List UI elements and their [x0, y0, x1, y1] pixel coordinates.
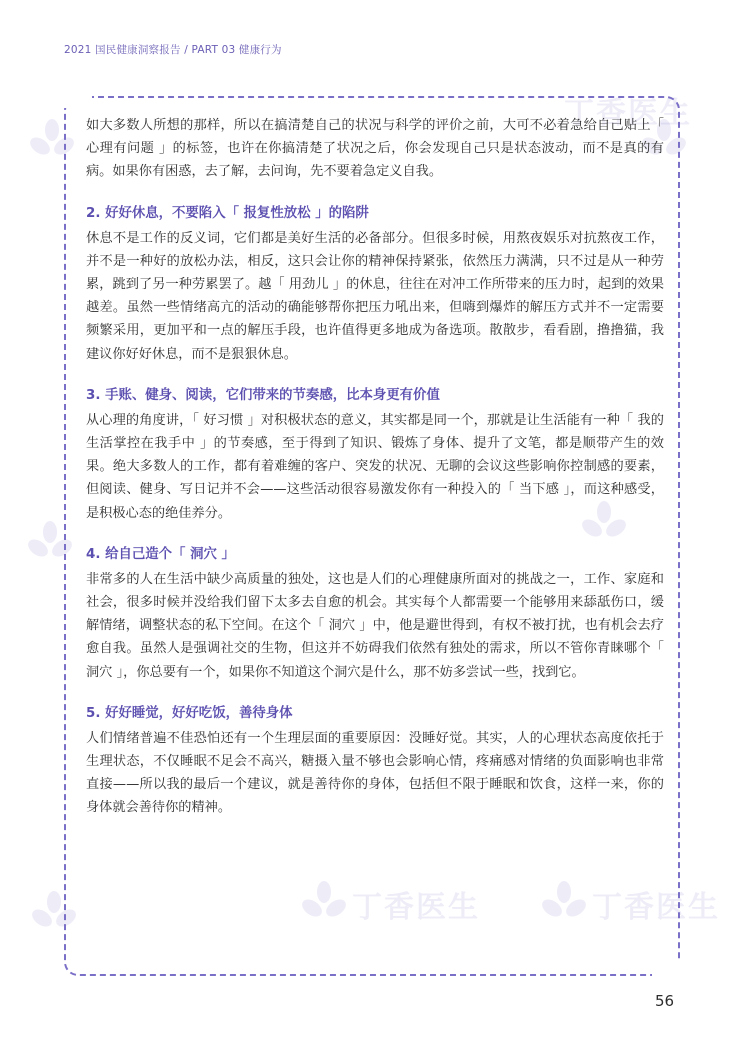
watermark-text: 丁香医生 [592, 890, 720, 925]
watermark-text: 丁香医生 [352, 890, 480, 925]
section-paragraph: 人们情绪普遍不佳恐怕还有一个生理层面的重要原因：没睡好觉。其实，人的心理状态高度依托于生理状态，不仅睡眠不足会不高兴，糖摄入量不够也会影响心情，疼痛感对情绪的负面影响也非常直接——所以我的最后一个建议，就是善待你的身体，包括但不限于睡眠和饮食，这样一来，你的身体就会善待你的精神。 [86, 730, 664, 816]
section-paragraph: 休息不是工作的反义词，它们都是美好生活的必备部分。但很多时候，用熬夜娱乐对抗熬夜工作，并不是一种好的放松办法，相反，这只会让你的精神保持紧张，依然压力满满，只不过是从一种劳累，跳到了另一种劳累罢了。越「 用劲儿 」的休息，往往在对冲工作所带来的压力时，起到的效果越差。虽然一些情绪高亢的活动的确能够帮你把压力吼出来，但嗨到爆炸的解压方式并不一定需要频繁采用，更加平和一点的解压手段，也许值得更多地成为备选项。散散步，看看剧，撸撸猫，我建议你好好休息，而不是狠狠休息。 [86, 230, 664, 362]
section-heading: 5. 好好睡觉，好好吃饭，善待身体 [86, 705, 293, 721]
section-paragraph: 从心理的角度讲，「 好习惯 」对积极状态的意义，其实都是同一个，那就是让生活能有一种「 我的生活掌控在我手中 」的节奏感，至于得到了知识、锻炼了身体、提升了文笔，都是顺带产生的效果。绝大多数人的工作，都有着难缠的客户、突发的状况、无聊的会议这些影响你控制感的要素，但阅读、健身、写日记并不会——这些活动很容易激发你有一种投入的「 当下感 」，而这种感受，是积极心态的绝佳养分。 [86, 412, 664, 521]
frame-corner-gap [652, 962, 692, 984]
running-header: 2021 国民健康洞察报告 / PART 03 健康行为 [64, 44, 282, 56]
section-heading: 4. 给自己造个「 洞穴 」 [86, 546, 235, 562]
page-number: 56 [655, 992, 675, 1010]
intro-paragraph: 如大多数人所想的那样，所以在搞清楚自己的状况与科学的评价之前，大可不必着急给自己贴上「 心理有问题 」的标签，也许在你搞清楚了状况之后，你会发现自己只是状态波动，而不是真的有病。如果你有困惑，去了解，去问询，先不要着急定义自我。 [86, 118, 664, 180]
section-heading: 3. 手账、健身、阅读，它们带来的节奏感，比本身更有价值 [86, 387, 440, 403]
watermark-text: 丁香医生 [564, 96, 692, 131]
article-body [86, 114, 664, 820]
section-heading: 2. 好好休息，不要陷入「 报复性放松 」的陷阱 [86, 205, 369, 221]
frame-corner-gap [52, 86, 92, 108]
section-paragraph: 非常多的人在生活中缺少高质量的独处，这也是人们的心理健康所面对的挑战之一，工作、家庭和社会，很多时候并没给我们留下太多去自愈的机会。其实每个人都需要一个能够用来舔舐伤口，缓解情绪，调整状态的私下空间。在这个「 洞穴 」中，他是避世得到，有权不被打扰，也有机会去疗愈自我。虽然人是强调社交的生物，但这并不妨碍我们依然有独处的需求，所以不管你青睐哪个「 洞穴 」，你总要有一个，如果你不知道这个洞穴是什么，那不妨多尝试一些，找到它。 [86, 571, 664, 680]
